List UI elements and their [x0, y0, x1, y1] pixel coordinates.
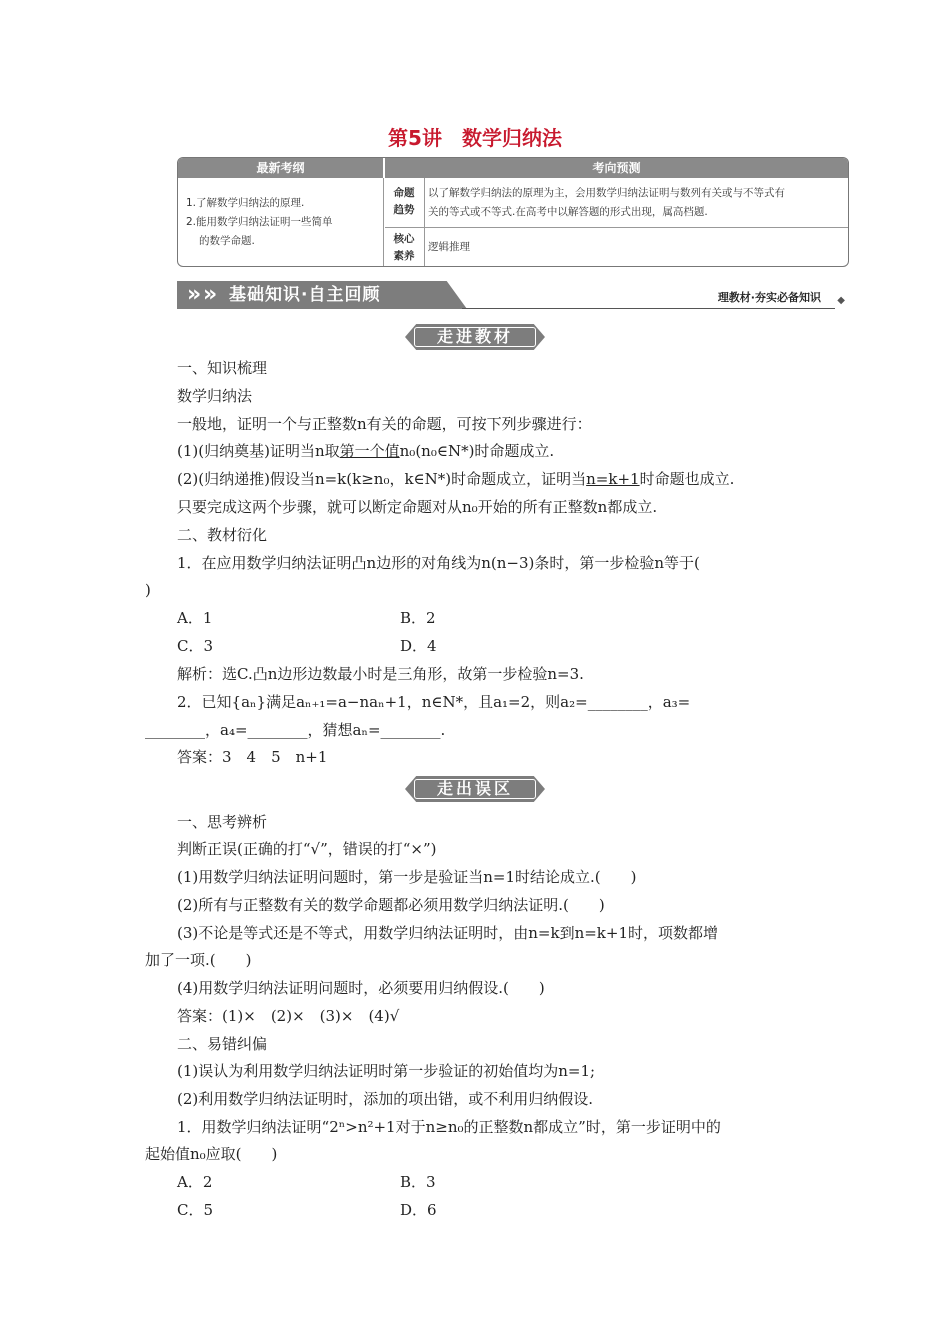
- heading: 二、教材衍化: [177, 526, 268, 544]
- outline-header: 最新考纲: [178, 158, 383, 178]
- tab-out-of-mistakes: [405, 776, 545, 802]
- label-line: 核心: [393, 233, 415, 245]
- text-line: (1)误认为利用数学归纳法证明时第一步验证的初始值均为n=1;: [177, 1062, 596, 1080]
- label-line: 趋势: [393, 204, 415, 216]
- question: 2．已知{aₙ}满足aₙ₊₁=a−naₙ+1，n∈N*，且a₁=2，则a₂=________，a₃=: [177, 693, 691, 711]
- chevron-right-icon: »: [203, 282, 218, 307]
- heading: 二、易错纠偏: [177, 1035, 268, 1053]
- option: C．5: [177, 1201, 214, 1219]
- question: 1．用数学归纳法证明“2ⁿ>n²+1对于n≥n₀的正整数n都成立”时，第一步证明中的: [177, 1118, 721, 1136]
- chevron-right-icon: »: [187, 282, 202, 307]
- question: 1．在应用数学归纳法证明凸n边形的对角线为n(n−3)条时，第一步检验n等于(: [177, 554, 700, 572]
- text-span: (1)(归纳奠基)证明当n取: [177, 442, 340, 460]
- literacy-label: [385, 231, 423, 265]
- option: C．3: [177, 637, 214, 655]
- trend-label: [385, 185, 423, 219]
- question: (2)所有与正整数有关的数学命题都必须用数学归纳法证明.( ): [177, 896, 605, 914]
- text-line: [177, 469, 734, 489]
- label-line: 命题: [393, 187, 415, 199]
- outline-item: 1.了解数学归纳法的原理.: [186, 197, 305, 209]
- heading: 一、思考辨析: [177, 813, 268, 831]
- text-line: ________，a₄=________，猜想aₙ=________.: [145, 721, 446, 739]
- option: B．2: [400, 609, 436, 627]
- text-line: 加了一项.( ): [145, 951, 252, 969]
- option: D．6: [400, 1201, 437, 1219]
- option: B．3: [400, 1173, 436, 1191]
- text-line: 只要完成这两个步骤，就可以断定命题对从n₀开始的所有正整数n都成立.: [177, 498, 658, 516]
- answer: 答案：(1)× (2)× (3)× (4)√: [177, 1007, 400, 1025]
- underlined-span: n=k+1: [586, 470, 640, 488]
- page-title: 第5讲 数学归纳法: [388, 126, 562, 150]
- text-line: 数学归纳法: [177, 387, 253, 405]
- text-line: (2)利用数学归纳法证明时，添加的项出错，或不利用归纳假设.: [177, 1090, 594, 1108]
- table-divider: [385, 227, 848, 228]
- text-span: 时命题也成立.: [639, 470, 735, 488]
- text-line: [177, 441, 554, 461]
- outline-list: [186, 194, 378, 251]
- text-line: 起始值n₀应取( ): [145, 1145, 278, 1163]
- text-span: n₀(n₀∈N*)时命题成立.: [399, 442, 555, 460]
- banner-title: 基础知识·自主回顾: [229, 285, 381, 305]
- text-span: (2)(归纳递推)假设当n=k(k≥n₀，k∈N*)时命题成立，证明当: [177, 470, 587, 488]
- question: (3)不论是等式还是不等式，用数学归纳法证明时，由n=k到n=k+1时，项数都增: [177, 924, 718, 942]
- literacy-text: 逻辑推理: [428, 241, 470, 253]
- option: A．1: [177, 609, 213, 627]
- diamond-icon: ◆: [837, 295, 845, 306]
- label-line: 素养: [393, 250, 415, 262]
- question: (4)用数学归纳法证明问题时，必须要用归纳假设.( ): [177, 979, 545, 997]
- section-banner: [177, 281, 847, 311]
- tab-label: 走出误区: [436, 779, 513, 798]
- text-line: 判断正误(正确的打“√”，错误的打“×”): [177, 840, 437, 858]
- tab-label: 走进教材: [436, 327, 513, 346]
- table-divider: [383, 178, 384, 266]
- underlined-span: 第一个值: [339, 442, 400, 460]
- option: D．4: [400, 637, 437, 655]
- text-line: 关的等式或不等式.在高考中以解答题的形式出现，属高档题.: [428, 206, 708, 218]
- heading: 一、知识梳理: [177, 359, 268, 377]
- solution: 解析：选C.凸n边形边数最小时是三角形，故第一步检验n=3.: [177, 665, 584, 683]
- banner-subtitle: 理教材·夯实必备知识: [717, 291, 821, 304]
- outline-item: 2.能用数学归纳法证明一些简单: [186, 216, 333, 228]
- text-line: 以了解数学归纳法的原理为主，会用数学归纳法证明与数列有关或与不等式有: [428, 187, 785, 199]
- exam-outline-table: [177, 157, 849, 267]
- banner-rule: [462, 308, 835, 309]
- trend-text: [428, 184, 840, 222]
- forecast-header: 考向预测: [385, 158, 848, 178]
- table-divider: [424, 178, 425, 266]
- answer: 答案：3 4 5 n+1: [177, 748, 328, 766]
- outline-item: 的数学命题.: [199, 235, 255, 247]
- option: A．2: [177, 1173, 213, 1191]
- text-line: 一般地，证明一个与正整数n有关的命题，可按下列步骤进行：: [177, 415, 592, 433]
- question: (1)用数学归纳法证明问题时，第一步是验证当n=1时结论成立.( ): [177, 868, 637, 886]
- tab-into-textbook: [405, 324, 545, 350]
- text-line: ): [145, 581, 151, 599]
